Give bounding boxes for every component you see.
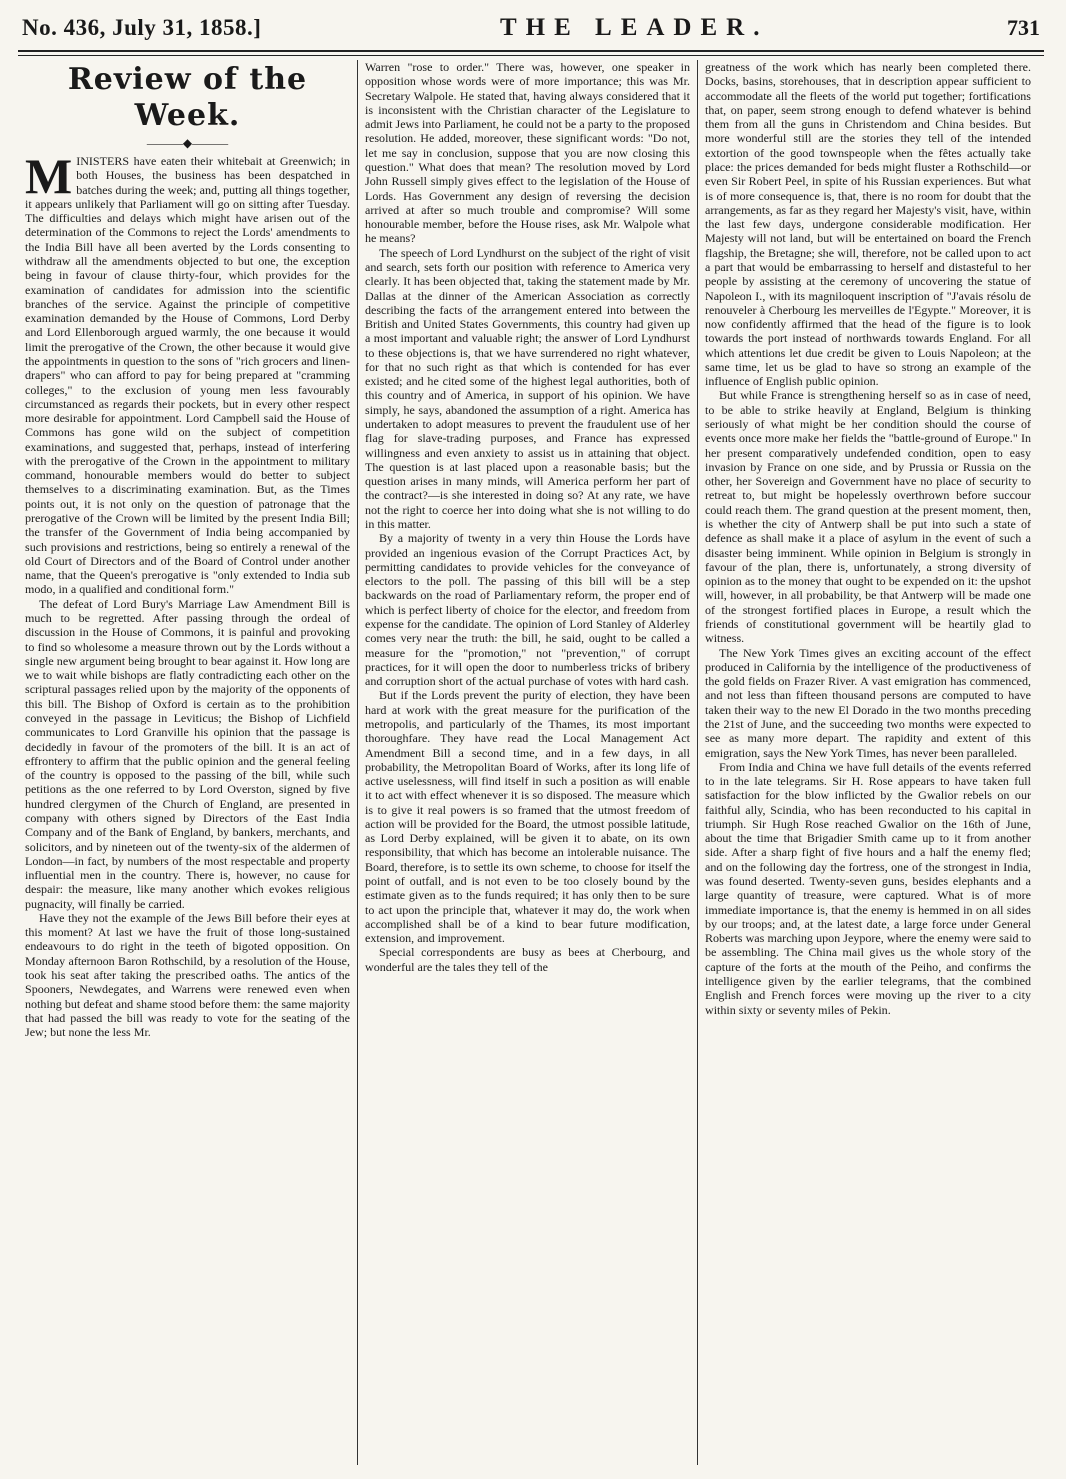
newspaper-title: THE LEADER.: [499, 14, 769, 41]
paragraph: The speech of Lord Lyndhurst on the subject of the right of visit and search, sets forth our position with reference to America very clearly. It has been objected that, taking the statement made by Mr. Dallas at the dinner of the American Association as correctly describing the facts of the arrangement entered into between the British and United States Governments, this country had given up a most important and valuable right; the answer of Lord Lyndhurst to these objections is, that we have surrendered no right whatever, for that no such right as that which is contended for has ever existed; and he cited some of the highest legal authorities, both of this country and of America, in support of his opinion. We have simply, he says, abandoned the assumption of a right. America has undertaken to adopt measures to prevent the fraudulent use of her flag for slave-trading purposes, and France has expressed willingness and even anxiety to assist us in attaining that object. The question is at last placed upon a reasonable basis; but the question arises in many minds, will America perform her part of the contract?—is she interested in doing so? At any rate, we have not the right to coerce her into doing what she is not willing to do in this matter.: [365, 245, 690, 531]
paragraph: MINISTERS have eaten their whitebait at Greenwich; in both Houses, the business has been despatched in batches during the week; and, putting all things together, it appears unlikely that Parliament will go on sitting after Tuesday. The difficulties and delays which might have arisen out of the determination of the Commons to reject the Lords' amendments to the India Bill have all been averted by the Lords consenting to withdraw all the amendments objected to but one, the exception being in favour of clause thirty-four, which provides for the examination of candidates for admission into the scientific branches of the service. Against the principle of competitive examination demanded by the House of Commons, Lord Derby and Lord Ellenborough argued warmly, the one because it would limit the prerogative of the Crown, the other because it would give the appointments in question to the sons of "rich grocers and linen-drapers" who can afford to pay for being prepared at "cramming colleges," to the exclusion of young men less favourably circumstanced as regards their pockets, but in every other respect more desirable for appointment. Lord Campbell said the House of Commons has gone wild on the subject of competition examinations, and suggested that, perhaps, instead of interfering with the prerogative of the Crown in the appointment to military command, honourable members would do better to subject themselves to a discriminating examination. But, as the Times points out, it is not only on the question of patronage that the prerogative of the Crown will be limited by the present India Bill; the transfer of the Government of India being accompanied by such provisions and restrictions, being so entirely a renewal of the old Court of Directors and of the Board of Control under another name, that the Queen's prerogative is "only extended to India sub modo, in a qualified and conditional form.": [25, 148, 350, 597]
paragraph: The New York Times gives an exciting account of the effect produced in California by the intelligence of the productiveness of the gold fields on Frazer River. A vast emigration has commenced, and not less than fifteen thousand persons are computed to have taken their way to the new El Dorado in the two months preceding the 21st of June, and the succeeding two months were expected to see as many more depart. The rapidity and extent of this emigration, says the New York Times, has never been paralleled.: [705, 645, 1031, 760]
column-3: [698, 60, 1038, 1465]
title-ornament: ———◆———: [146, 136, 229, 150]
paragraph: Have they not the example of the Jews Bill before their eyes at this moment? At last we have the fruit of those long-sustained endeavours to do right in the teeth of bigoted opposition. On Monday afternoon Baron Rothschild, by a resolution of the House, took his seat after taking the prescribed oaths. The antics of the Spooners, Newdegates, and Warrens were renewed even when nothing but defeat and shame stood before them: the same majority that had passed the bill was ready to vote for the seating of the Jew; but none the less Mr.: [25, 910, 350, 1040]
paragraph: By a majority of twenty in a very thin House the Lords have provided an ingenious evasion of the Corrupt Practices Act, by permitting candidates to provide vehicles for the conveyance of electors to the poll. The passing of this bill will be a step backwards on the road of Parliamentary reform, the proper end of which is perfect liberty of choice for the elector, and freedom from expense for the candidate. The opinion of Lord Stanley of Alderley comes very near the truth: the bill, he said, ought to be called a measure for the "promotion," not "prevention," of corrupt practices, for it will open the door to numberless tricks of bribery and corruption short of the actual purchase of votes with hard cash.: [365, 531, 690, 689]
article-columns: [18, 60, 1044, 1465]
column-1: [18, 60, 358, 1465]
paragraph: Warren "rose to order." There was, however, one speaker in opposition whose words were of more importance; this was Mr. Secretary Walpole. He stated that, having always considered that it is inconsistent with the Christian character of the Legislature to admit Jews into Parliament, he could not be a party to the proposed resolution. He added, moreover, these significant words: "Do not, let me say in conclusion, suppose that you are now closing this question." What does that mean? The resolution moved by Lord John Russell simply gives effect to the legislation of the House of Lords. Has Government any design of reversing the decision arrived at after so much trouble and compromise? Will some honourable member, before the House rises, ask Mr. Walpole what he means?: [365, 60, 690, 246]
paragraph: Special correspondents are busy as bees at Cherbourg, and wonderful are the tales they tell of the: [365, 945, 690, 974]
drop-cap: M: [25, 148, 73, 204]
paragraph: But if the Lords prevent the purity of election, they have been hard at work with the great measure for the purification of the metropolis, and particularly of the Thames, its most important thoroughfare. They have read the Local Management Act Amendment Bill a second time, and in a few days, in all probability, the Metropolitan Board of Works, after its long life of active uselessness, will find itself in such a position as will enable it to act with effect whenever it is so disposed. The measure which is to give it real powers is so framed that the utmost freedom of action will be provided for the Board, the utmost possible latitude, as Lord Derby explained, will be given it to abate, on its own responsibility, that which has become an intolerable nuisance. The Board, therefore, is to settle its own scheme, to choose for itself the point of outfall, and is not even to be too closely bound by the estimate given as to the funds required; it has only then to be sure to act upon the principle that, whatever it may do, the work when accomplished shall be of a kind to bear future modification, extension, and improvement.: [365, 688, 690, 946]
masthead: [18, 14, 1044, 52]
paragraph: From India and China we have full details of the events referred to in the late telegrams. Sir H. Rose appears to have taken full satisfaction for the blow inflicted by the Gwalior rebels on our faithful ally, Scindia, who has been reconducted to his capital in triumph. Sir Hugh Rose reached Gwalior on the 16th of June, about the time that Brigadier Smith came up to it from another side. After a sharp fight of five hours and a half the enemy fled; and on the following day the fortress, one of the strongest in India, was found deserted. Twenty-seven guns, besides elephants and a large quantity of treasure, were captured. What is of more immediate importance is, that the enemy is hemmed in on all sides by our troops; and, at the latest date, a large force under General Roberts was marching upon Jeypore, where the enemy were said to be assembling. The China mail gives us the whole story of the capture of the forts at the mouth of the Peiho, and confirms the intelligence given by the earlier telegrams, that the combined English and French forces were moving up the river to a city within sixty or seventy miles of Pekin.: [705, 759, 1031, 1017]
column-2: [358, 60, 698, 1465]
paragraph: But while France is strengthening herself so as in case of need, to be able to strike heavily at England, Belgium is thinking seriously of what might be her condition should the course of events once more make her fields the "battle-ground of Europe." In her present comparatively undefended condition, open to easy invasion by France on one side, and by Prussia or Russia on the other, her Sovereign and Government have no place of security to retreat to, but might be hopelessly overthrown before succour could reach them. The grand question at the present moment, then, is whether the city of Antwerp shall be put into such a state of defence as shall make it a place of asylum in the event of such a disaster being imminent. While opinion in Belgium is strongly in favour of the plan, there is, unfortunately, a strong diversity of opinion as to the money that ought to be expended on it: the upshot will, however, in all probability, be that Antwerp will be made one of the strongest fortified places in Europe, a result which the friends of constitutional government will be heartily glad to witness.: [705, 388, 1031, 646]
section-title: Review of the Week.: [67, 62, 308, 133]
paragraph: greatness of the work which has nearly been completed there. Docks, basins, storehouses, that in description appear sufficient to accommodate all the fleets of the world put together; fortifications that, on paper, seem strong enough to defend whatever is behind them from all the guns in Christendom and China besides. But more wonderful still are the stories they tell of the intended extortion of the good townspeople when the fêtes actually take place: the prices demanded for beds might fluster a Rothschild—or even Sir Robert Peel, in spite of his Russian experiences. But what is of more consequence is, that, there is no room for doubt that the arrangements, as far as they regard her Majesty's visit, have, within the last few days, undergone considerable modification. Her Majesty will not land, but will be entertained on board the French flagship, the Bretagne; she will, therefore, not be called upon to act a part that would be embarrassing to herself and distasteful to her people by assisting at the ceremony of uncovering the statue of Napoleon I., with its magniloquent inscription of "J'avais résolu de renouveler à Cherbourg les merveilles de l'Egypte." Moreover, it is now confidently affirmed that the head of the figure is to look towards the port instead of northwards towards England. For all which attentions let due credit be given to Louis Napoleon; at the same time, let us be glad to have so strong an example of the influence of English public opinion.: [705, 60, 1031, 389]
issue-date: No. 436, July 31, 1858.]: [22, 15, 262, 40]
page-number: 731: [1007, 15, 1040, 40]
header-rule: [18, 55, 1044, 56]
paragraph: The defeat of Lord Bury's Marriage Law Amendment Bill is much to be regretted. After passing through the ordeal of discussion in the House of Commons, it is painful and provoking to find so wholesome a measure thrown out by the Lords without a single new argument being brought to bear against it. How long are we to wait while bishops are flatly contradicting each other on the scriptural passages relied upon by the majority of the opponents of this bill. The Bishop of Oxford is certain as to the prohibition conveyed in the passage in Leviticus; the Bishop of Lichfield communicates to Lord Granville his opinion that the passage is decidedly in favour of the promoters of the bill. It is an act of effrontery to affirm that the public opinion and the general feeling of the country is opposed to the passing of the bill, while such petitions as the one referred to by Lord Overston, signed by five hundred clergymen of the Church of England, are presented in company with others signed by Directors of the East India Company and of the Bank of England, by bankers, merchants, and solicitors, and by nineteen out of the twenty-six of the aldermen of London—in fact, by numbers of the most respectable and property influential men in the country. There is, however, no cause for despair: the measure, like many another which evokes religious pugnacity, will finally be carried.: [25, 596, 350, 911]
